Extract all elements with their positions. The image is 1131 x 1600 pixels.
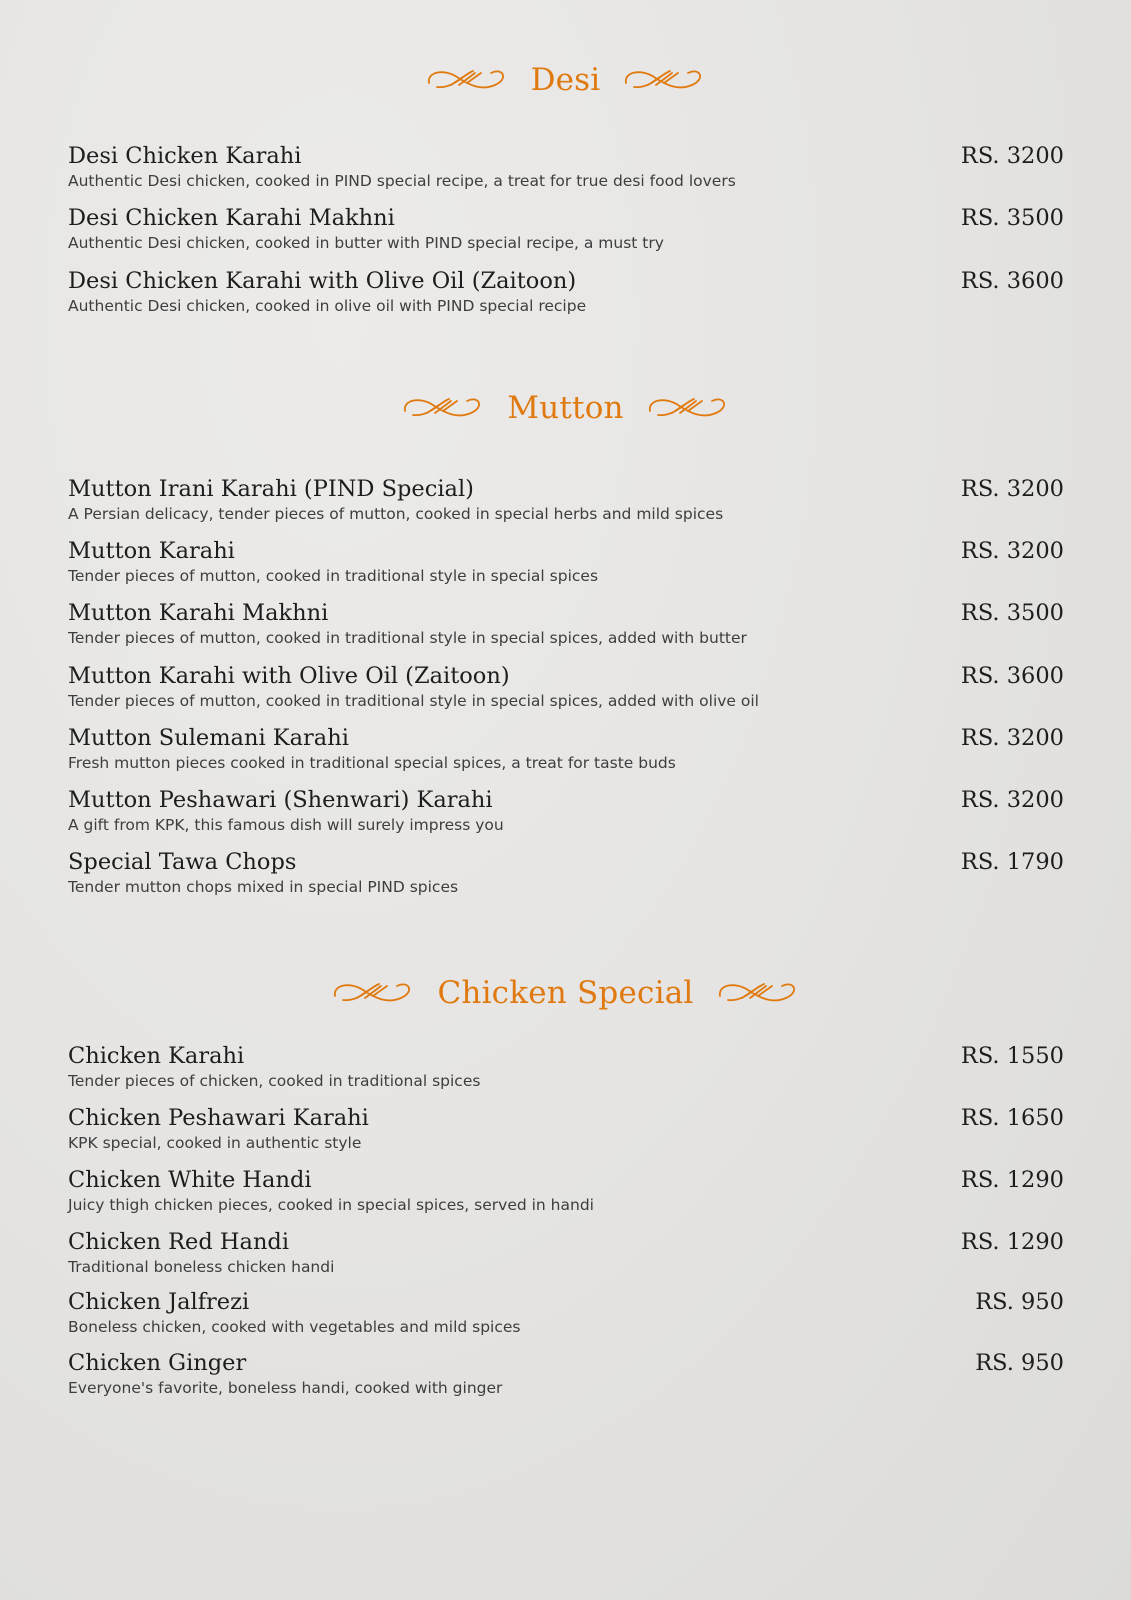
flourish-right-icon [644,391,732,425]
item-price: RS. 1650 [960,1105,1064,1131]
item-price: RS. 3500 [960,600,1064,626]
menu-item [68,538,1064,585]
item-name: Mutton Sulemani Karahi [68,725,349,751]
item-description: Fresh mutton pieces cooked in traditional special spices, a treat for taste buds [68,754,676,772]
item-description: Tender pieces of mutton, cooked in traditional style in special spices, added with olive oil [68,692,759,710]
item-name: Chicken Red Handi [68,1229,290,1255]
item-description: Tender pieces of mutton, cooked in traditional style in special spices [68,567,599,585]
item-name: Chicken White Handi [68,1167,312,1193]
item-price: RS. 3500 [960,205,1064,231]
item-description: Tender pieces of chicken, cooked in traditional spices [68,1072,481,1090]
item-description: Authentic Desi chicken, cooked in butter with PIND special recipe, a must try [68,234,664,252]
item-name: Desi Chicken Karahi Makhni [68,205,395,231]
item-name: Mutton Karahi [68,538,235,564]
flourish-left-icon [329,976,417,1010]
item-name: Special Tawa Chops [68,849,297,875]
section-header-mutton [0,390,1131,426]
item-name: Chicken Jalfrezi [68,1289,250,1315]
item-name: Mutton Peshawari (Shenwari) Karahi [68,787,493,813]
item-description: Tender pieces of mutton, cooked in traditional style in special spices, added with butter [68,629,747,647]
flourish-left-icon [423,63,511,97]
flourish-right-icon [620,63,708,97]
item-price: RS. 950 [975,1289,1064,1315]
item-price: RS. 3200 [960,538,1064,564]
item-name: Mutton Karahi Makhni [68,600,329,626]
menu-item [68,143,1064,190]
menu-item [68,725,1064,772]
section-header-desi [0,62,1131,98]
item-price: RS. 3200 [960,725,1064,751]
item-price: RS. 1290 [960,1229,1064,1255]
item-description: Authentic Desi chicken, cooked in PIND special recipe, a treat for true desi food lovers [68,172,736,190]
item-price: RS. 1290 [960,1167,1064,1193]
menu-item [68,787,1064,834]
item-name: Mutton Karahi with Olive Oil (Zaitoon) [68,663,510,689]
item-name: Chicken Karahi [68,1043,245,1069]
flourish-right-icon [714,976,802,1010]
section-header-chicken-special [0,975,1131,1011]
menu-item [68,663,1064,710]
item-description: Boneless chicken, cooked with vegetables and mild spices [68,1318,521,1336]
item-name: Desi Chicken Karahi with Olive Oil (Zaitoon) [68,268,577,294]
menu-item [68,600,1064,647]
flourish-left-icon [399,391,487,425]
menu-item [68,1289,1064,1336]
section-title: Desi [530,62,601,98]
menu-item [68,1350,1064,1397]
item-description: Tender mutton chops mixed in special PIND spices [68,878,459,896]
item-name: Desi Chicken Karahi [68,143,302,169]
item-description: A gift from KPK, this famous dish will surely impress you [68,816,504,834]
menu-item [68,1229,1064,1276]
item-description: Juicy thigh chicken pieces, cooked in special spices, served in handi [68,1196,594,1214]
section-title: Chicken Special [437,975,694,1011]
item-price: RS. 3600 [960,268,1064,294]
item-name: Chicken Peshawari Karahi [68,1105,369,1131]
menu-item [68,268,1064,315]
item-price: RS. 3200 [960,143,1064,169]
item-price: RS. 3200 [960,787,1064,813]
menu-item [68,1105,1064,1152]
item-price: RS. 1550 [960,1043,1064,1069]
item-price: RS. 1790 [960,849,1064,875]
item-description: Authentic Desi chicken, cooked in olive oil with PIND special recipe [68,297,587,315]
item-description: KPK special, cooked in authentic style [68,1134,362,1152]
item-price: RS. 3200 [960,476,1064,502]
item-price: RS. 3600 [960,663,1064,689]
menu-item [68,476,1064,523]
item-description: Traditional boneless chicken handi [68,1258,335,1276]
item-description: A Persian delicacy, tender pieces of mutton, cooked in special herbs and mild spices [68,505,724,523]
menu-item [68,1043,1064,1090]
section-title: Mutton [507,390,624,426]
item-name: Chicken Ginger [68,1350,247,1376]
menu-item [68,849,1064,896]
item-description: Everyone's favorite, boneless handi, cooked with ginger [68,1379,503,1397]
item-name: Mutton Irani Karahi (PIND Special) [68,476,474,502]
menu-item [68,1167,1064,1214]
menu-item [68,205,1064,252]
item-price: RS. 950 [975,1350,1064,1376]
